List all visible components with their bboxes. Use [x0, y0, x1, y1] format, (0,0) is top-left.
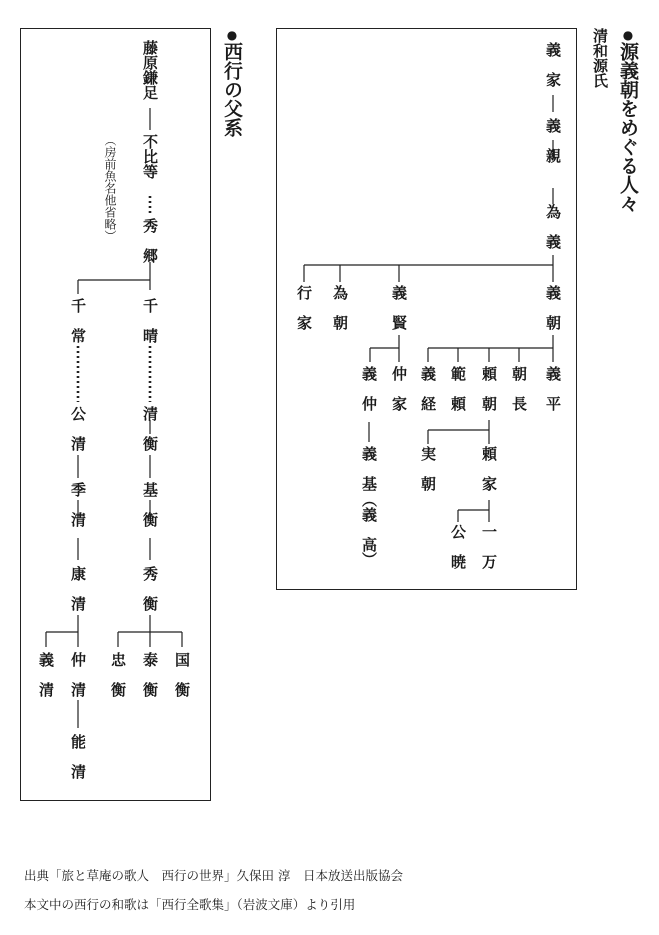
bullet-icon: ● [225, 28, 239, 42]
genji-tree-box [276, 28, 577, 590]
name-hidesato: 秀 郷 [141, 218, 159, 263]
name-tadahira: 忠 衡 [109, 652, 127, 697]
name-tomonaga: 朝 長 [510, 366, 528, 411]
name-yoshichika: 義 親 [544, 118, 562, 163]
name-hidehira: 秀 衡 [141, 566, 159, 611]
name-ichiman: 一 万 [480, 524, 498, 569]
genji-title [618, 28, 637, 213]
name-yoshiie: 義 家 [544, 42, 562, 87]
clan-label: 清和源氏 [591, 28, 609, 88]
name-yoriie: 頼 家 [480, 446, 498, 491]
name-fuhito: 不比等 [141, 134, 159, 179]
saigyo-title-text: 西行の父系 [221, 42, 243, 137]
name-kamatari: 藤原鎌足 [141, 40, 159, 100]
name-yasuhira: 泰 衡 [141, 652, 159, 697]
name-yoshikata: 義 賢 [390, 285, 408, 330]
name-norikiyo: 義 清 [37, 652, 55, 697]
name-yoshitaka-alt: （義 高） [360, 492, 378, 567]
name-sanetomo: 実 朝 [419, 446, 437, 491]
name-nakakiyo: 仲 清 [69, 652, 87, 697]
name-yoshinaka: 義 仲 [360, 366, 378, 411]
name-noriyori: 範 頼 [449, 366, 467, 411]
name-kiyohira: 清 衡 [141, 406, 159, 451]
saigyo-title [222, 28, 241, 137]
name-yoshikiyo: 能 清 [69, 734, 87, 779]
name-yoshitomo: 義 朝 [544, 285, 562, 330]
lineage-note: （房前魚名他省略） [103, 134, 117, 242]
source-citation: 出典「旅と草庵の歌人 西行の世界」久保田 淳 日本放送出版協会 [24, 868, 403, 883]
name-kunihira: 国 衡 [173, 652, 191, 697]
name-kimikiyo: 公 清 [69, 406, 87, 451]
genji-title-text: 源義朝をめぐる人々 [617, 42, 639, 213]
name-yoritomo: 頼 朝 [480, 366, 498, 411]
bullet-icon: ● [621, 28, 635, 42]
name-tameyoshi: 為 義 [544, 204, 562, 249]
name-yoshitsune: 義 経 [419, 366, 437, 411]
name-motohira: 基 衡 [141, 482, 159, 527]
name-chitsune: 千 常 [69, 298, 87, 343]
name-yoshihira: 義 平 [544, 366, 562, 411]
name-suekiyo: 季 清 [69, 482, 87, 527]
name-chiharu: 千 晴 [141, 298, 159, 343]
name-nakaie: 仲 家 [390, 366, 408, 411]
poem-citation: 本文中の西行の和歌は「西行全歌集」（岩波文庫）より引用 [24, 897, 356, 912]
name-yoshitaka: 義 基 [360, 446, 378, 491]
name-tametomo: 為 朝 [331, 285, 349, 330]
name-yasukiyo: 康 清 [69, 566, 87, 611]
name-yukiie: 行 家 [295, 285, 313, 330]
name-kugyo: 公 暁 [449, 524, 467, 569]
